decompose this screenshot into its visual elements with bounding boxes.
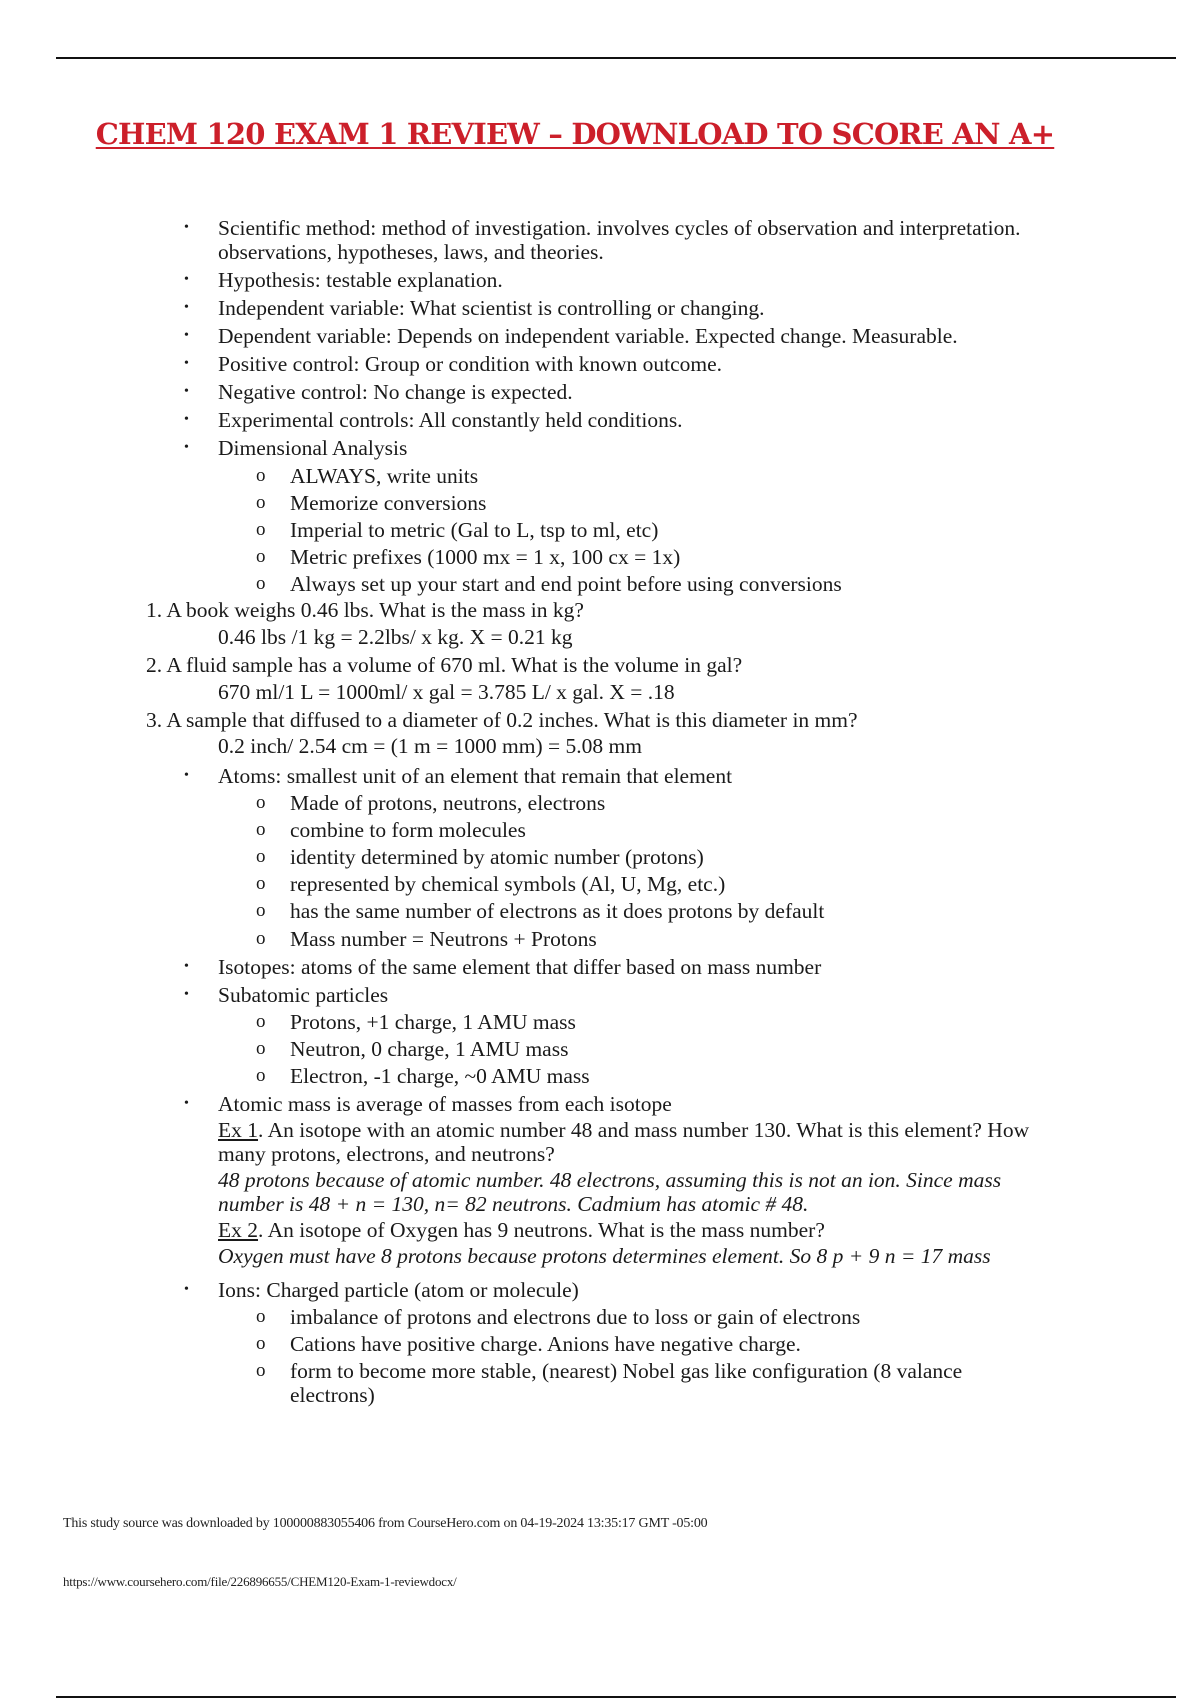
list-item: • Dimensional Analysis bbox=[184, 436, 408, 460]
sub-list-item: o represented by chemical symbols (Al, U, Mg, etc.) bbox=[256, 872, 726, 896]
circle-bullet-icon: o bbox=[256, 465, 266, 486]
sub-list-item: o identity determined by atomic number (protons) bbox=[256, 845, 704, 869]
list-item: • Atoms: smallest unit of an element that remain that element bbox=[184, 764, 733, 788]
example-2-label: Ex 2 bbox=[218, 1218, 259, 1242]
circle-bullet-icon: o bbox=[256, 873, 266, 894]
circle-bullet-icon: o bbox=[256, 519, 266, 540]
list-item: • Isotopes: atoms of the same element that differ based on mass number bbox=[184, 955, 822, 979]
bullet-icon: • bbox=[184, 384, 189, 399]
bottom-rule bbox=[56, 1696, 1176, 1698]
circle-bullet-icon: o bbox=[256, 492, 266, 513]
question-1: 1. A book weighs 0.46 lbs. What is the mass in kg? bbox=[146, 598, 584, 622]
circle-bullet-icon: o bbox=[256, 1011, 266, 1032]
page-title: CHEM 120 EXAM 1 REVIEW – DOWNLOAD TO SCORE AN A+ bbox=[95, 117, 1055, 151]
sub-list-item: o Mass number = Neutrons + Protons bbox=[256, 927, 597, 951]
sub-list-item: o Imperial to metric (Gal to L, tsp to ml, etc) bbox=[256, 518, 659, 542]
circle-bullet-icon: o bbox=[256, 1038, 266, 1059]
sub-list-item: o Metric prefixes (1000 mx = 1 x, 100 cx = 1x) bbox=[256, 545, 681, 569]
sub-list-item: o Neutron, 0 charge, 1 AMU mass bbox=[256, 1037, 569, 1061]
question-3: 3. A sample that diffused to a diameter of 0.2 inches. What is this diameter in mm? bbox=[146, 708, 858, 732]
bullet-icon: • bbox=[184, 1096, 189, 1111]
list-item: • Positive control: Group or condition with known outcome. bbox=[184, 352, 723, 376]
bullet-icon: • bbox=[184, 412, 189, 427]
list-item: • Atomic mass is average of masses from each isotope bbox=[184, 1092, 672, 1116]
answer-3: 0.2 inch/ 2.54 cm = (1 m = 1000 mm) = 5.08 mm bbox=[218, 734, 642, 758]
top-rule bbox=[56, 57, 1176, 59]
circle-bullet-icon: o bbox=[256, 1360, 266, 1381]
circle-bullet-icon: o bbox=[256, 792, 266, 813]
example-2-answer: Oxygen must have 8 protons because protons determines element. So 8 p + 9 n = 17 mass bbox=[218, 1244, 991, 1268]
circle-bullet-icon: o bbox=[256, 1065, 266, 1086]
circle-bullet-icon: o bbox=[256, 1306, 266, 1327]
circle-bullet-icon: o bbox=[256, 846, 266, 867]
sub-list-item: o ALWAYS, write units bbox=[256, 464, 479, 488]
circle-bullet-icon: o bbox=[256, 573, 266, 594]
download-notice: This study source was downloaded by 100000883055406 from CourseHero.com on 04-19-2024 13:35:17 GMT -05:00 bbox=[63, 1516, 708, 1531]
sub-list-item: o Always set up your start and end point before using conversions bbox=[256, 572, 842, 596]
circle-bullet-icon: o bbox=[256, 819, 266, 840]
example-1-answer: 48 protons because of atomic number. 48 electrons, assuming this is not an ion. Since mass number is 48 + n = 130, n= 82 neutrons. Cadmium has atomic # 48. bbox=[218, 1168, 1002, 1216]
sub-list-item: o imbalance of protons and electrons due to loss or gain of electrons bbox=[256, 1305, 861, 1329]
circle-bullet-icon: o bbox=[256, 546, 266, 567]
bullet-icon: • bbox=[184, 440, 189, 455]
example-1: Ex 1. An isotope with an atomic number 48 and mass number 130. What is this element? How many protons, electrons, and neutrons? bbox=[218, 1118, 1030, 1166]
bullet-icon: • bbox=[184, 220, 189, 235]
sub-list-item: o combine to form molecules bbox=[256, 818, 526, 842]
sub-list-item: o Protons, +1 charge, 1 AMU mass bbox=[256, 1010, 576, 1034]
example-1-label: Ex 1 bbox=[218, 1118, 259, 1142]
bullet-icon: • bbox=[184, 987, 189, 1002]
circle-bullet-icon: o bbox=[256, 1333, 266, 1354]
sub-list-item: o Cations have positive charge. Anions have negative charge. bbox=[256, 1332, 801, 1356]
circle-bullet-icon: o bbox=[256, 928, 266, 949]
bullet-icon: • bbox=[184, 768, 189, 783]
example-2: Ex 2. An isotope of Oxygen has 9 neutrons. What is the mass number? bbox=[218, 1218, 825, 1242]
sub-list-item: o Electron, -1 charge, ~0 AMU mass bbox=[256, 1064, 590, 1088]
source-url: https://www.coursehero.com/file/226896655/CHEM120-Exam-1-reviewdocx/ bbox=[63, 1574, 457, 1589]
sub-list-item: o has the same number of electrons as it does protons by default bbox=[256, 899, 825, 923]
bullet-icon: • bbox=[184, 272, 189, 287]
list-item: • Independent variable: What scientist is controlling or changing. bbox=[184, 296, 765, 320]
question-2: 2. A fluid sample has a volume of 670 ml. What is the volume in gal? bbox=[146, 653, 743, 677]
bullet-icon: • bbox=[184, 328, 189, 343]
answer-2: 670 ml/1 L = 1000ml/ x gal = 3.785 L/ x gal. X = .18 bbox=[218, 680, 675, 704]
bullet-icon: • bbox=[184, 959, 189, 974]
sub-list-item: o Memorize conversions bbox=[256, 491, 487, 515]
list-item: • Scientific method: method of investigation. involves cycles of observation and interpretation. observations, hypotheses, laws, and theories. bbox=[184, 216, 1021, 264]
bullet-icon: • bbox=[184, 300, 189, 315]
list-item: • Experimental controls: All constantly held conditions. bbox=[184, 408, 683, 432]
bullet-icon: • bbox=[184, 1282, 189, 1297]
bullet-icon: • bbox=[184, 356, 189, 371]
answer-1: 0.46 lbs /1 kg = 2.2lbs/ x kg. X = 0.21 kg bbox=[218, 625, 573, 649]
list-item: • Hypothesis: testable explanation. bbox=[184, 268, 503, 292]
list-item: • Ions: Charged particle (atom or molecule) bbox=[184, 1278, 579, 1302]
list-item: • Dependent variable: Depends on independent variable. Expected change. Measurable. bbox=[184, 324, 958, 348]
list-item: • Negative control: No change is expected. bbox=[184, 380, 573, 404]
sub-list-item: o Made of protons, neutrons, electrons bbox=[256, 791, 606, 815]
circle-bullet-icon: o bbox=[256, 900, 266, 921]
list-item: • Subatomic particles bbox=[184, 983, 389, 1007]
document-body bbox=[0, 216, 1200, 1407]
sub-list-item: o form to become more stable, (nearest) Nobel gas like configuration (8 valance electrons) bbox=[256, 1359, 963, 1407]
